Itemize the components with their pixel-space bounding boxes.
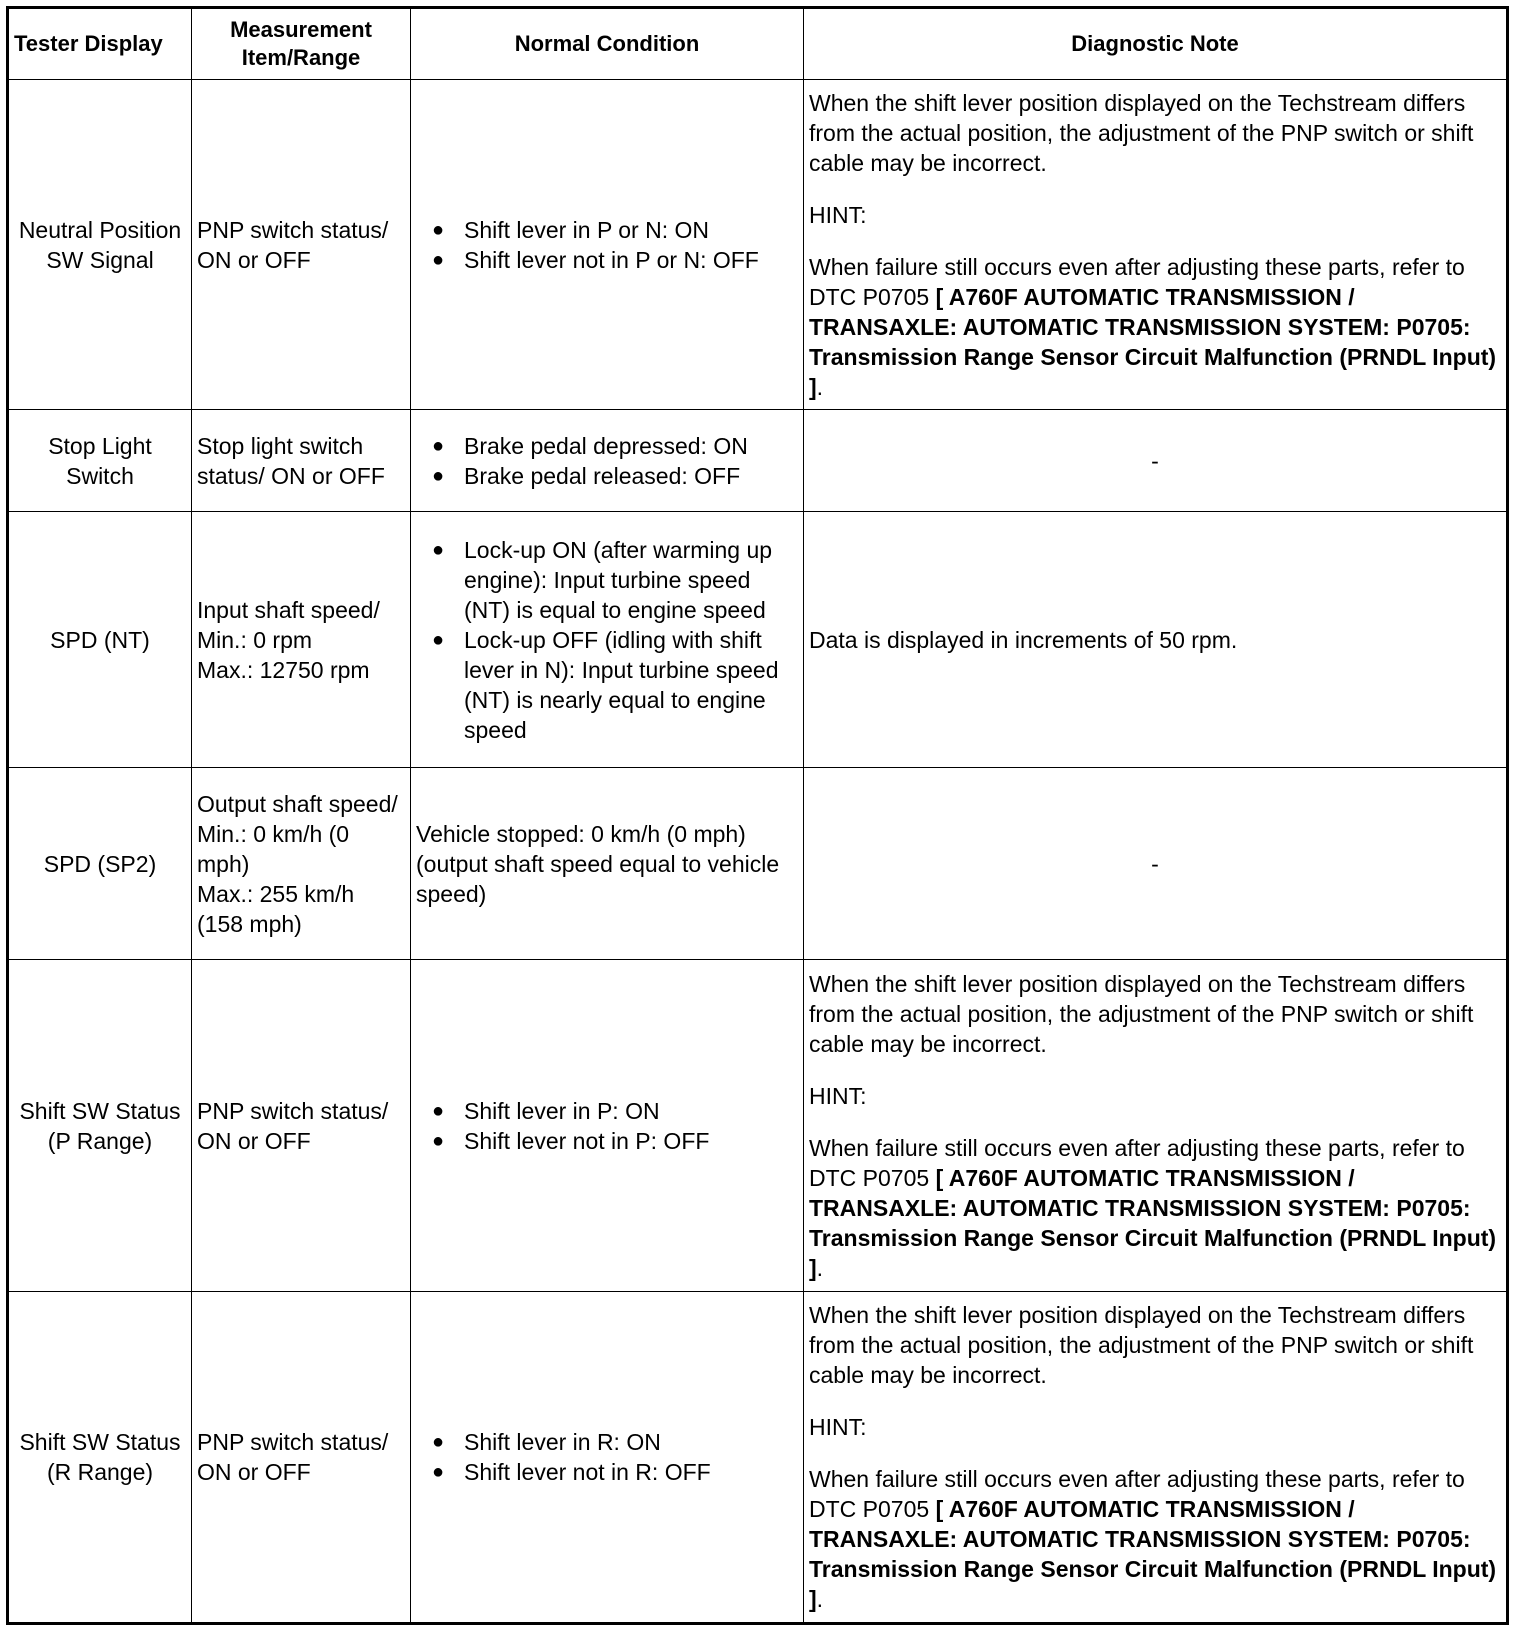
range-line: Min.: 0 km/h (0 mph) bbox=[197, 820, 350, 877]
condition-list bbox=[416, 215, 798, 275]
table-row bbox=[8, 1292, 1508, 1624]
note-text: When failure still occurs even after adjusting these parts, refer to DTC P0705 bbox=[809, 1466, 1465, 1522]
list-item: ● Shift lever in P or N: ON bbox=[432, 215, 798, 245]
header-normal-condition: Normal Condition bbox=[411, 8, 804, 80]
cell-tester-display: Shift SW Status (R Range) bbox=[8, 1292, 192, 1624]
data-list-table-page bbox=[6, 6, 1506, 1625]
cell-measurement-range: PNP switch status/ ON or OFF bbox=[192, 960, 411, 1292]
cell-diagnostic-note: Data is displayed in increments of 50 rpm. bbox=[804, 512, 1508, 768]
range-line: Output shaft speed/ bbox=[197, 790, 398, 817]
cell-measurement-range: PNP switch status/ ON or OFF bbox=[192, 1292, 411, 1624]
list-item: ● Brake pedal depressed: ON bbox=[432, 431, 798, 461]
table-row bbox=[8, 768, 1508, 960]
condition-list bbox=[416, 1427, 798, 1487]
condition-list bbox=[416, 1096, 798, 1156]
cell-tester-display: Stop Light Switch bbox=[8, 410, 192, 512]
list-item: ● Brake pedal released: OFF bbox=[432, 461, 798, 491]
list-item: ● Lock-up OFF (idling with shift lever in N): Input turbine speed (NT) is nearly equal to engine speed bbox=[432, 625, 798, 745]
table-row bbox=[8, 80, 1508, 410]
cell-diagnostic-note: - bbox=[804, 768, 1508, 960]
range-line: Input shaft speed/ bbox=[197, 596, 380, 623]
cell-diagnostic-note bbox=[804, 1292, 1508, 1624]
cell-normal-condition: Vehicle stopped: 0 km/h (0 mph) (output shaft speed equal to vehicle speed) bbox=[411, 768, 804, 960]
header-measurement-item: Measurement Item/Range bbox=[192, 8, 411, 80]
table-header-row bbox=[8, 8, 1508, 80]
cell-tester-display: SPD (NT) bbox=[8, 512, 192, 768]
dtc-reference-link[interactable]: [ A760F AUTOMATIC TRANSMISSION / TRANSAXLE: AUTOMATIC TRANSMISSION SYSTEM: P0705: Transmission Range Sensor Circuit Malfunction (PRNDL Input) ] bbox=[809, 283, 1497, 400]
table-row bbox=[8, 410, 1508, 512]
table-row bbox=[8, 512, 1508, 768]
header-tester-display: Tester Display bbox=[8, 8, 192, 80]
cell-normal-condition bbox=[411, 80, 804, 410]
condition-list bbox=[416, 535, 798, 745]
table-row bbox=[8, 960, 1508, 1292]
list-item: ● Shift lever not in R: OFF bbox=[432, 1457, 798, 1487]
list-item: ● Lock-up ON (after warming up engine): Input turbine speed (NT) is equal to engine speed bbox=[432, 535, 798, 625]
cell-tester-display: Neutral Position SW Signal bbox=[8, 80, 192, 410]
cell-diagnostic-note bbox=[804, 80, 1508, 410]
cell-tester-display: Shift SW Status (P Range) bbox=[8, 960, 192, 1292]
dtc-reference-link[interactable]: [ A760F AUTOMATIC TRANSMISSION / TRANSAXLE: AUTOMATIC TRANSMISSION SYSTEM: P0705: Transmission Range Sensor Circuit Malfunction (PRNDL Input) ] bbox=[809, 1164, 1497, 1281]
note-paragraph: When the shift lever position displayed on the Techstream differs from the actual position, the adjustment of the PNP switch or shift cable may be incorrect. bbox=[809, 1302, 1474, 1388]
cell-normal-condition bbox=[411, 512, 804, 768]
condition-list bbox=[416, 431, 798, 491]
cell-normal-condition bbox=[411, 1292, 804, 1624]
cell-tester-display: SPD (SP2) bbox=[8, 768, 192, 960]
note-text: When failure still occurs even after adjusting these parts, refer to DTC P0705 bbox=[809, 253, 1465, 310]
list-item: ● Shift lever in P: ON bbox=[432, 1096, 798, 1126]
note-hint: HINT: bbox=[809, 201, 867, 228]
note-period: . bbox=[816, 1586, 824, 1612]
note-paragraph bbox=[809, 252, 1501, 402]
list-item: ● Shift lever in R: ON bbox=[432, 1427, 798, 1457]
note-hint: HINT: bbox=[809, 1082, 867, 1109]
dtc-reference-link[interactable]: [ A760F AUTOMATIC TRANSMISSION / TRANSAXLE: AUTOMATIC TRANSMISSION SYSTEM: P0705: Transmission Range Sensor Circuit Malfunction (PRNDL Input) ] bbox=[809, 1496, 1497, 1612]
data-list-table bbox=[6, 6, 1509, 1625]
note-paragraph: When the shift lever position displayed on the Techstream differs from the actual position, the adjustment of the PNP switch or shift cable may be incorrect. bbox=[809, 89, 1474, 176]
note-paragraph: When the shift lever position displayed on the Techstream differs from the actual position, the adjustment of the PNP switch or shift cable may be incorrect. bbox=[809, 970, 1474, 1057]
range-line: Max.: 255 km/h (158 mph) bbox=[197, 880, 355, 937]
cell-diagnostic-note: - bbox=[804, 410, 1508, 512]
range-line: Min.: 0 rpm bbox=[197, 626, 313, 653]
note-paragraph bbox=[809, 1464, 1501, 1614]
cell-diagnostic-note bbox=[804, 960, 1508, 1292]
cell-measurement-range: Stop light switch status/ ON or OFF bbox=[192, 410, 411, 512]
cell-normal-condition bbox=[411, 960, 804, 1292]
range-line: Max.: 12750 rpm bbox=[197, 656, 370, 683]
list-item: ● Shift lever not in P: OFF bbox=[432, 1126, 798, 1156]
note-paragraph bbox=[809, 1133, 1501, 1283]
note-period: . bbox=[816, 1254, 824, 1281]
cell-normal-condition bbox=[411, 410, 804, 512]
header-diagnostic-note: Diagnostic Note bbox=[804, 8, 1508, 80]
list-item: ● Shift lever not in P or N: OFF bbox=[432, 245, 798, 275]
cell-measurement-range bbox=[192, 512, 411, 768]
note-hint: HINT: bbox=[809, 1414, 867, 1440]
cell-measurement-range: PNP switch status/ ON or OFF bbox=[192, 80, 411, 410]
note-period: . bbox=[816, 373, 824, 400]
note-text: When failure still occurs even after adjusting these parts, refer to DTC P0705 bbox=[809, 1134, 1465, 1191]
cell-measurement-range bbox=[192, 768, 411, 960]
